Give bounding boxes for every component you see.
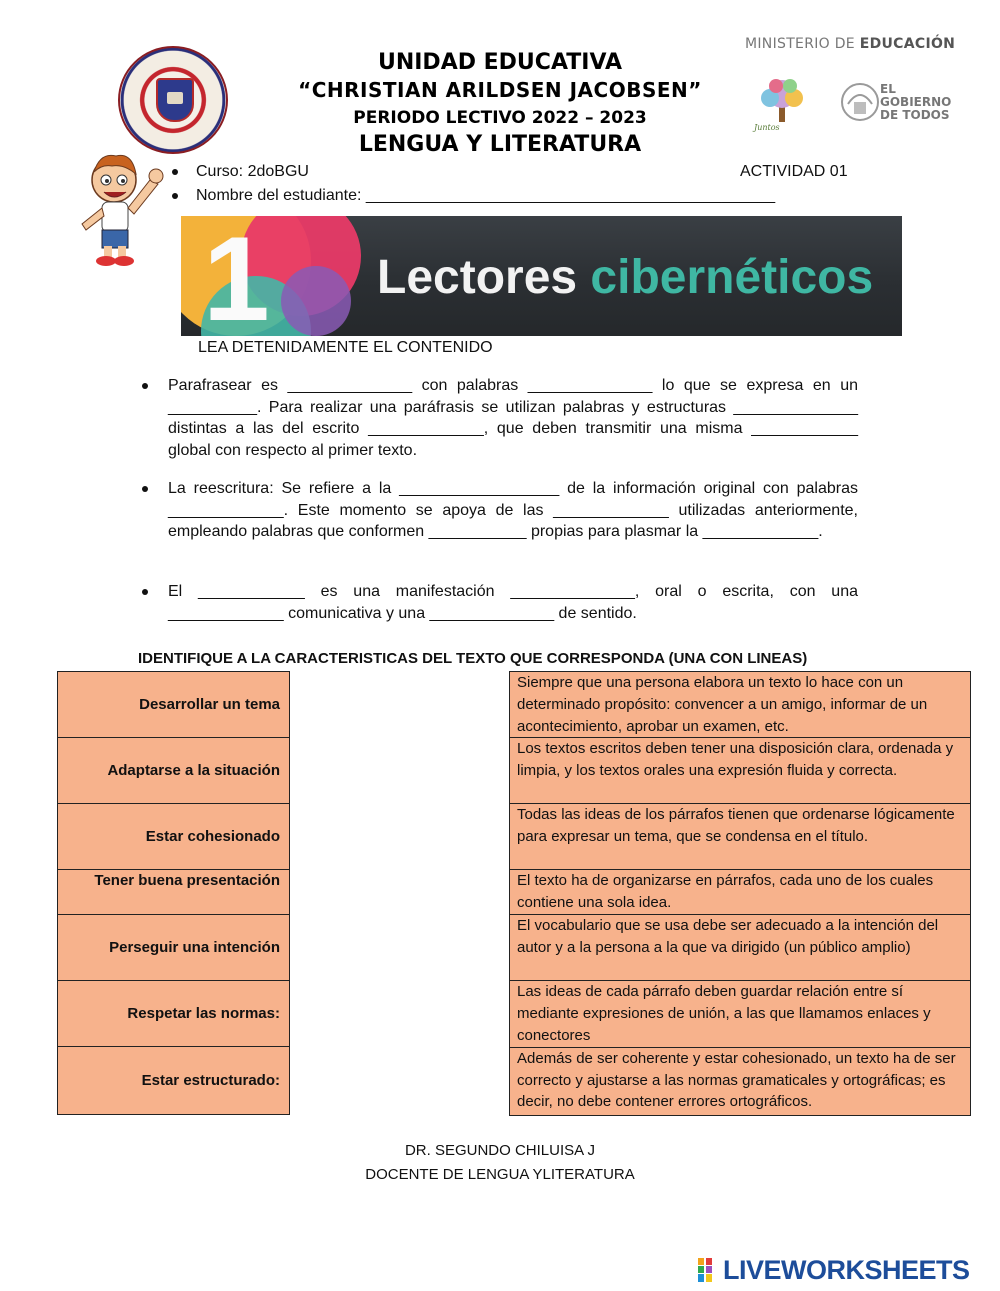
banner-number: 1: [203, 216, 270, 336]
course-label: Curso: 2doBGU: [172, 163, 309, 181]
description-cell[interactable]: Los textos escritos deben tener una disposición clara, ordenada y limpia, y los textos orales una expresión fluida y correcta.: [510, 738, 971, 804]
description-cell[interactable]: El vocabulario que se usa debe ser adecuado a la intención del autor y a la persona a la que va dirigido (un público amplio): [510, 915, 971, 981]
banner-title: Lectores cibernéticos: [377, 251, 874, 304]
teacher-name: DR. SEGUNDO CHILUISA J: [404, 1142, 596, 1159]
svg-text:Juntos: Juntos: [754, 123, 780, 132]
teacher-role: DOCENTE DE LENGUA YLITERATURA: [365, 1166, 635, 1183]
paraphrase-paragraph[interactable]: Parafrasear es ______________ con palabras ______________ lo que se expresa en un __________. Para realizar una paráfrasis se utilizan palabras y estructuras ______________ distintas a las del escrito _____________, que deben transmitir una misma ____________ global con respecto al primer texto.: [142, 375, 858, 461]
characteristic-cell[interactable]: Perseguir una intención: [58, 915, 290, 981]
activity-label: ACTIVIDAD 01: [740, 163, 848, 180]
characteristic-cell[interactable]: Adaptarse a la situación: [58, 738, 290, 804]
ministry-logo-text: MINISTERIO DE EDUCACIÓN: [745, 36, 956, 52]
description-cell[interactable]: El texto ha de organizarse en párrafos, cada uno de los cuales contiene una sola idea.: [510, 870, 971, 915]
tree-logo-icon: [746, 74, 820, 132]
characteristic-cell[interactable]: Desarrollar un tema: [58, 672, 290, 738]
descriptions-table: [509, 671, 971, 1116]
characteristic-cell[interactable]: Tener buena presentación: [58, 870, 290, 915]
cartoon-boy-icon: [72, 150, 172, 268]
school-seal-logo: [118, 46, 228, 154]
description-cell[interactable]: Las ideas de cada párrafo deben guardar relación entre sí mediante expresiones de unión, a las que llamamos enlaces y conectores: [510, 981, 971, 1047]
text-definition-paragraph[interactable]: El ____________ es una manifestación ______________, oral o escrita, con una _____________ comunicativa y una ______________ de sentido.: [142, 581, 858, 624]
rewriting-paragraph[interactable]: La reescritura: Se refiere a la __________________ de la información original con palabras _____________. Este momento se apoya de las _____________ utilizadas anteriormente, empleando palabras que conformen ___________ propias para plasmar la _____________.: [142, 478, 858, 543]
school-period: PERIODO LECTIVO 2022 – 2023: [353, 108, 647, 128]
school-name-line2: “CHRISTIAN ARILDSEN JACOBSEN”: [298, 78, 702, 102]
characteristics-table: [57, 671, 290, 1115]
description-cell[interactable]: Siempre que una persona elabora un texto lo hace con un determinado propósito: convencer a un amigo, informar de un acontecimiento, aprobar un examen, etc.: [510, 672, 971, 738]
liveworksheets-watermark: LIVEWORKSHEETS: [698, 1255, 970, 1286]
match-instruction: IDENTIFIQUE A LA CARACTERISTICAS DEL TEXTO QUE CORRESPONDA (UNA CON LINEAS): [138, 650, 808, 667]
characteristic-cell[interactable]: Estar estructurado:: [58, 1047, 290, 1115]
government-logo-text: EL GOBIERNO DE TODOS: [880, 82, 952, 122]
liveworksheets-logo-icon: [698, 1258, 720, 1282]
student-name-field[interactable]: Nombre del estudiante: ______________________________________________: [172, 187, 775, 205]
read-instruction: LEA DETENIDAMENTE EL CONTENIDO: [198, 339, 493, 356]
school-name-line1: UNIDAD EDUCATIVA: [377, 50, 623, 75]
subject-title: LENGUA Y LITERATURA: [358, 132, 642, 157]
description-cell[interactable]: Además de ser coherente y estar cohesionado, un texto ha de ser correcto y ajustarse a las normas gramaticales y ortográficas; es decir, no debe contener errores ortográficos.: [510, 1047, 971, 1115]
lectores-ciberneticos-banner: [181, 216, 902, 336]
characteristic-cell[interactable]: Respetar las normas:: [58, 981, 290, 1047]
characteristic-cell[interactable]: Estar cohesionado: [58, 804, 290, 870]
description-cell[interactable]: Todas las ideas de los párrafos tienen que ordenarse lógicamente para expresar un tema, que se condensa en el título.: [510, 804, 971, 870]
